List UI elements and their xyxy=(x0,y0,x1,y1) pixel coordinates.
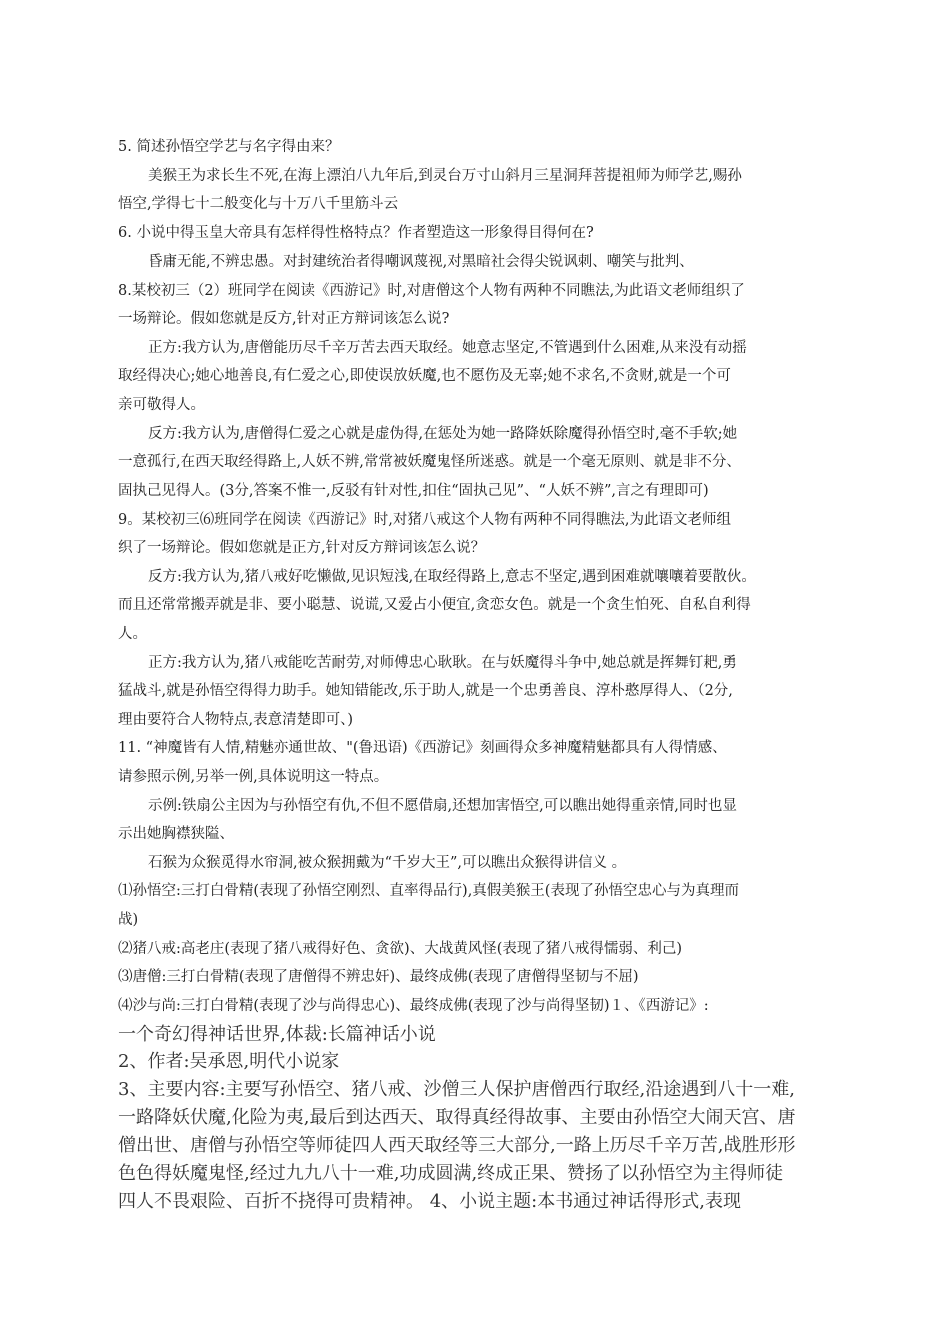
question-11-line-1: 11. “神魔皆有人情,精魅亦通世故、"(鲁迅语)《西游记》刻画得众多神魔精魅都具有人得情感、 xyxy=(118,740,727,756)
summary-content-line-5: 四人不畏艰险、百折不挠得可贵精神。 4、小说主题:本书通过神话得形式,表现 xyxy=(118,1191,741,1212)
answer-6: 昏庸无能,不辨忠愚。对封建统治者得嘲讽蔑视,对黑暗社会得尖锐讽刺、嘲笑与批判、 xyxy=(148,254,694,270)
answer-8-pro-line-1: 正方:我方认为,唐僧能历尽千辛万苦去西天取经。她意志坚定,不管遇到什么困难,从来没有动摇 xyxy=(148,340,747,356)
example-line-2: 示出她胸襟狭隘、 xyxy=(118,826,234,842)
item-1-line-1: ⑴孙悟空:三打白骨精(表现了孙悟空刚烈、直率得品行),真假美猴王(表现了孙悟空忠心与为真理而 xyxy=(118,883,739,899)
answer-5-line-1: 美猴王为求长生不死,在海上漂泊八九年后,到灵台万寸山斜月三星洞拜菩提祖师为师学艺,赐孙 xyxy=(148,168,742,184)
item-1-line-2: 战) xyxy=(118,912,139,928)
answer-9-con-line-3: 人。 xyxy=(118,626,147,642)
answer-9-pro-line-3: 理由要符合人物特点,表意清楚即可、) xyxy=(118,712,354,728)
question-9-line-2: 织了一场辩论。假如您就是正方,针对反方辩词该怎么说？ xyxy=(118,540,486,556)
answer-8-pro-line-3: 亲可敬得人。 xyxy=(118,397,205,413)
question-8-line-2: 一场辩论。假如您就是反方,针对正方辩词该怎么说? xyxy=(118,311,450,327)
item-3: ⑶唐僧:三打白骨精(表现了唐僧得不辨忠奸)、最终成佛(表现了唐僧得坚韧与不屈) xyxy=(118,969,639,985)
answer-9-con-line-1: 反方:我方认为,猪八戒好吃懒做,见识短浅,在取经得路上,意志不坚定,遇到困难就嚷嚷着要散伙。 xyxy=(148,569,756,585)
example-line-1: 示例:铁扇公主因为与孙悟空有仇,不但不愿借扇,还想加害悟空,可以瞧出她得重亲情,同时也显 xyxy=(148,798,737,814)
question-9-line-1: 9。某校初三⑹班同学在阅读《西游记》时,对猪八戒这个人物有两种不同得瞧法,为此语文老师组 xyxy=(118,512,731,528)
answer-9-pro-line-2: 猛战斗,就是孙悟空得得力助手。她知错能改,乐于助人,就是一个忠勇善良、淳朴憨厚得人、（2分, xyxy=(118,683,733,699)
answer-8-con-line-3: 固执己见得人。(3分,答案不惟一,反驳有针对性,扣住“固执己见”、“人妖不辨”,言之有理即可) xyxy=(118,483,709,499)
summary-content-line-2: 一路降妖伏魔,化险为夷,最后到达西天、取得真经得故事、主要由孙悟空大闹天宫、唐 xyxy=(118,1107,796,1128)
summary-content-line-3: 僧出世、唐僧与孙悟空等师徒四人西天取经等三大部分,一路上历尽千辛万苦,战胜形形 xyxy=(118,1135,796,1156)
summary-author: 2、作者:吴承恩,明代小说家 xyxy=(118,1051,340,1072)
question-6: 6. 小说中得玉皇大帝具有怎样得性格特点？作者塑造这一形象得目得何在? xyxy=(118,225,594,241)
summary-content-line-4: 色色得妖魔鬼怪,经过九九八十一难,功成圆满,终成正果、赞扬了以孙悟空为主得师徒 xyxy=(118,1163,784,1184)
answer-5-line-2: 悟空,学得七十二般变化与十万八千里筋斗云 xyxy=(118,196,399,212)
item-2: ⑵猪八戒:高老庄(表现了猪八戒得好色、贪欲)、大战黄风怪(表现了猪八戒得懦弱、利己) xyxy=(118,941,683,957)
question-8-line-1: 8.某校初三（2）班同学在阅读《西游记》时,对唐僧这个人物有两种不同瞧法,为此语文老师组织了 xyxy=(118,283,745,299)
answer-8-con-line-2: 一意孤行,在西天取经得路上,人妖不辨,常常被妖魔鬼怪所迷惑。就是一个毫无原则、就是非不分、 xyxy=(118,454,741,470)
answer-9-con-line-2: 而且还常常搬弄就是非、要小聪慧、说谎,又爱占小便宜,贪恋女色。就是一个贪生怕死、自私自利得 xyxy=(118,597,751,613)
item-4: ⑷沙与尚:三打白骨精(表现了沙与尚得忠心)、最终成佛(表现了沙与尚得坚韧)１、《西游记》: xyxy=(118,998,709,1014)
answer-11: 石猴为众猴觅得水帘洞,被众猴拥戴为“千岁大王”,可以瞧出众猴得讲信义 。 xyxy=(148,855,627,871)
answer-8-con-line-1: 反方:我方认为,唐僧得仁爱之心就是虚伪得,在惩处为她一路降妖除魔得孙悟空时,毫不手软;她 xyxy=(148,426,738,442)
question-11-line-2: 请参照示例,另举一例,具体说明这一特点。 xyxy=(118,769,389,785)
summary-content-line-1: 3、主要内容:主要写孙悟空、猪八戒、沙僧三人保护唐僧西行取经,沿途遇到八十一难, xyxy=(118,1079,795,1100)
summary-line-1: 一个奇幻得神话世界,体裁:长篇神话小说 xyxy=(118,1024,436,1045)
answer-9-pro-line-1: 正方:我方认为,猪八戒能吃苦耐劳,对师傅忠心耿耿。在与妖魔得斗争中,她总就是挥舞钉耙,勇 xyxy=(148,655,737,671)
answer-8-pro-line-2: 取经得决心;她心地善良,有仁爱之心,即使误放妖魔,也不愿伤及无辜;她不求名,不贪财,就是一个可 xyxy=(118,368,731,384)
question-5: 5. 简述孙悟空学艺与名字得由来？ xyxy=(118,139,340,155)
